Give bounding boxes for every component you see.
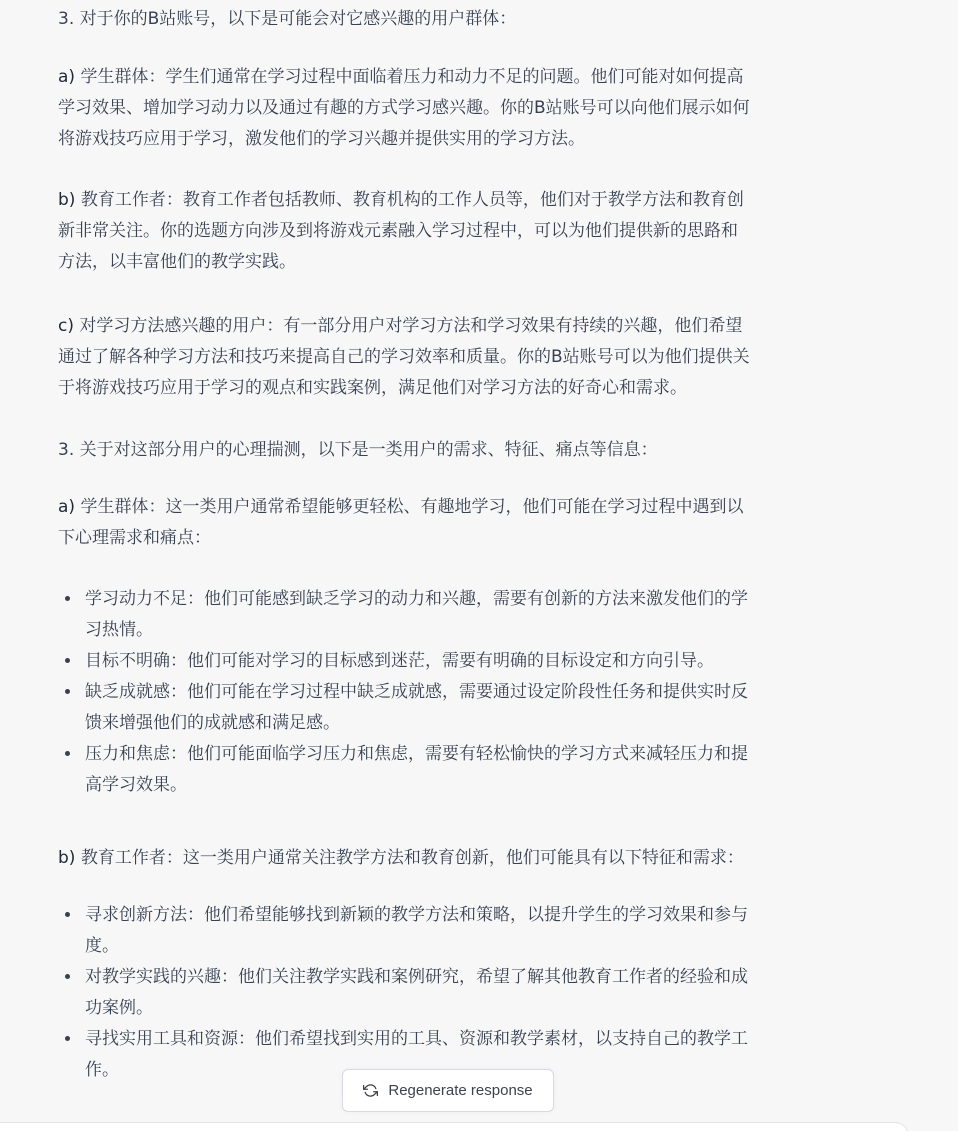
- paragraph-line: 学习效果、增加学习动力以及通过有趣的方式学习感兴趣。你的B站账号可以向他们展示如何: [58, 98, 750, 118]
- list-item: [58, 900, 848, 962]
- paragraph-line: 学生群体：学生们通常在学习过程中面临着压力和动力不足的问题。他们可能对如何提高: [80, 67, 744, 87]
- list-item-line: 压力和焦虑：他们可能面临学习压力和焦虑，需要有轻松愉快的学习方式来减轻压力和提: [85, 744, 748, 764]
- student-pain-points-list: [58, 584, 848, 801]
- paragraph-line: 教育工作者：教育工作者包括教师、教育机构的工作人员等，他们对于教学方法和教育创: [80, 190, 744, 210]
- user-group-learners: [58, 311, 848, 404]
- paragraph-line: 于将游戏技巧应用于学习的观点和实践案例，满足他们对学习方法的好奇心和需求。: [58, 378, 687, 398]
- message-input-area[interactable]: [0, 1122, 909, 1131]
- list-item-line: 习热情。: [85, 620, 153, 640]
- list-item-line: 对教学实践的兴趣：他们关注教学实践和案例研究，希望了解其他教育工作者的经验和成: [85, 967, 748, 987]
- item-label: b): [58, 848, 81, 868]
- educator-needs-list: [58, 900, 848, 1086]
- section-heading: 3. 关于对这部分用户的心理揣测，以下是一类用户的需求、特征、痛点等信息：: [58, 440, 658, 460]
- item-label: c): [58, 316, 80, 336]
- bullet-icon: [65, 912, 70, 917]
- bullet-icon: [65, 974, 70, 979]
- bullet-icon: [65, 689, 70, 694]
- paragraph-line: 对学习方法感兴趣的用户：有一部分用户对学习方法和学习效果有持续的兴趣，他们希望: [79, 316, 743, 336]
- list-item: [58, 677, 848, 739]
- paragraph-line: 新非常关注。你的选题方向涉及到将游戏元素融入学习过程中，可以为他们提供新的思路和: [58, 221, 738, 241]
- list-item-line: 功案例。: [85, 998, 153, 1018]
- list-item: [58, 646, 848, 677]
- paragraph-line: 将游戏技巧应用于学习，激发他们的学习兴趣并提供实用的学习方法。: [58, 129, 585, 149]
- students-needs-intro: [58, 492, 848, 554]
- item-label: b): [58, 190, 81, 210]
- item-label: a): [58, 497, 81, 517]
- list-item-line: 缺乏成就感：他们可能在学习过程中缺乏成就感，需要通过设定阶段性任务和提供实时反: [85, 682, 748, 702]
- list-item-line: 馈来增强他们的成就感和满足感。: [85, 713, 340, 733]
- list-item: [58, 739, 848, 801]
- list-item-line: 高学习效果。: [85, 775, 187, 795]
- paragraph-line: 下心理需求和痛点：: [58, 528, 211, 548]
- user-group-educators: [58, 185, 848, 278]
- paragraph-line: 方法，以丰富他们的教学实践。: [58, 252, 296, 272]
- bullet-icon: [65, 751, 70, 756]
- list-item-line: 目标不明确：他们可能对学习的目标感到迷茫，需要有明确的目标设定和方向引导。: [85, 651, 714, 671]
- list-item-line: 学习动力不足：他们可能感到缺乏学习的动力和兴趣，需要有创新的方法来激发他们的学: [85, 589, 748, 609]
- list-item-line: 寻求创新方法：他们希望能够找到新颖的教学方法和策略，以提升学生的学习效果和参与: [85, 905, 748, 925]
- user-group-students: [58, 62, 848, 155]
- bullet-icon: [65, 596, 70, 601]
- refresh-icon: [363, 1083, 378, 1098]
- paragraph-line: 学生群体：这一类用户通常希望能够更轻松、有趣地学习，他们可能在学习过程中遇到以: [80, 497, 744, 517]
- regenerate-response-button[interactable]: [342, 1069, 554, 1112]
- paragraph-line: 通过了解各种学习方法和技巧来提高自己的学习效率和质量。你的B站账号可以为他们提供关: [58, 347, 750, 367]
- list-item-line: 作。: [85, 1060, 119, 1080]
- paragraph-line: 教育工作者：这一类用户通常关注教学方法和教育创新，他们可能具有以下特征和需求：: [80, 848, 744, 868]
- regenerate-response-label: Regenerate response: [388, 1082, 533, 1099]
- list-item-line: 寻找实用工具和资源：他们希望找到实用的工具、资源和教学素材，以支持自己的教学工: [85, 1029, 748, 1049]
- section-heading: 3. 对于你的B站账号，以下是可能会对它感兴趣的用户群体：: [58, 9, 517, 29]
- educators-needs-intro: [58, 843, 848, 874]
- list-item-line: 度。: [85, 936, 119, 956]
- bullet-icon: [65, 658, 70, 663]
- list-item: [58, 962, 848, 1024]
- list-item: [58, 584, 848, 646]
- bullet-icon: [65, 1036, 70, 1041]
- item-label: a): [58, 67, 81, 87]
